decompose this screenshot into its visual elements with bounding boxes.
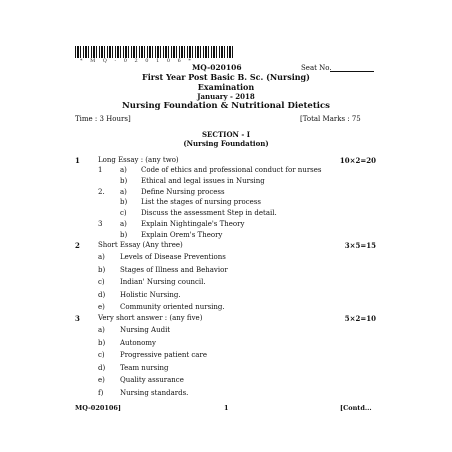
time-allowed: Time : 3 Hours] [75,115,131,123]
item-label: b) [120,198,128,207]
list-item: Progressive patient care [120,351,207,359]
sub-question-number: 3 [98,220,103,228]
question-3-marks: 5×2=10 [344,314,376,323]
footer-code: MQ-020106] [75,404,122,412]
subject-title: Nursing Foundation & Nutritional Dietetics [122,101,330,111]
item-label: b) [98,265,106,274]
section-title: SECTION - I [202,130,250,139]
item-label: a) [120,220,127,228]
question-1-marks: 10×2=20 [339,156,376,165]
page-number: 1 [224,404,229,412]
question-1-text: Long Essay : (any two) [98,156,179,164]
list-item: Levels of Disease Preventions [120,253,226,261]
exam-date: January - 2018 [197,92,255,101]
question-2-number: 2 [75,241,80,250]
list-item: Indian' Nursing council. [120,278,206,286]
course-title: First Year Post Basic B. Sc. (Nursing) [142,72,310,82]
item-label: c) [120,209,127,218]
paper-code: MQ-020106 [192,63,242,72]
list-item: List the stages of nursing process [141,198,261,207]
question-2-text: Short Essay (Any three) [98,241,183,249]
list-item: Ethical and legal issues in Nursing [141,176,265,185]
list-item: Discuss the assessment Step in detail. [141,209,277,218]
total-marks: [Total Marks : 75 [300,115,361,123]
item-label: a) [98,326,105,334]
list-item: Community oriented nursing. [120,303,225,311]
sub-question-number: 1 [98,166,103,174]
item-label: b) [120,230,128,239]
item-label: d) [98,363,106,372]
item-label: e) [98,303,105,311]
item-label: d) [98,290,106,299]
question-1-number: 1 [75,156,80,165]
list-item: Holistic Nursing. [120,290,181,299]
question-3-number: 3 [75,314,80,323]
item-label: b) [98,338,106,347]
list-item: Team nursing [120,363,169,372]
item-label: a) [120,187,127,196]
seat-label: Seat No. [301,64,332,72]
list-item: Quality assurance [120,376,184,384]
list-item: Define Nursing process [141,187,225,196]
list-item: Stages of Illness and Behavior [120,265,228,274]
list-item: Autonomy [120,338,156,347]
barcode [75,46,235,58]
list-item: Explain Orem's Theory [141,230,223,239]
item-label: c) [98,278,105,286]
section-subtitle: (Nursing Foundation) [183,139,269,148]
continued-label: [Contd... [340,404,372,412]
item-label: a) [120,166,127,174]
exam-title: Examination [197,82,255,92]
sub-question-number: 2. [98,187,105,196]
list-item: Explain Nightingale's Theory [141,220,245,228]
item-label: b) [120,176,128,185]
item-label: e) [98,376,105,384]
item-label: f) [98,388,104,397]
item-label: a) [98,253,105,261]
list-item: Code of ethics and professional conduct for nurses [141,166,322,174]
item-label: c) [98,351,105,359]
question-3-text: Very short answer : (any five) [98,314,203,322]
barcode-text: * M Q - 0 2 0 1 0 6 * [80,58,194,64]
question-2-marks: 3×5=15 [344,241,376,250]
list-item: Nursing Audit [120,326,171,334]
list-item: Nursing standards. [120,388,189,397]
